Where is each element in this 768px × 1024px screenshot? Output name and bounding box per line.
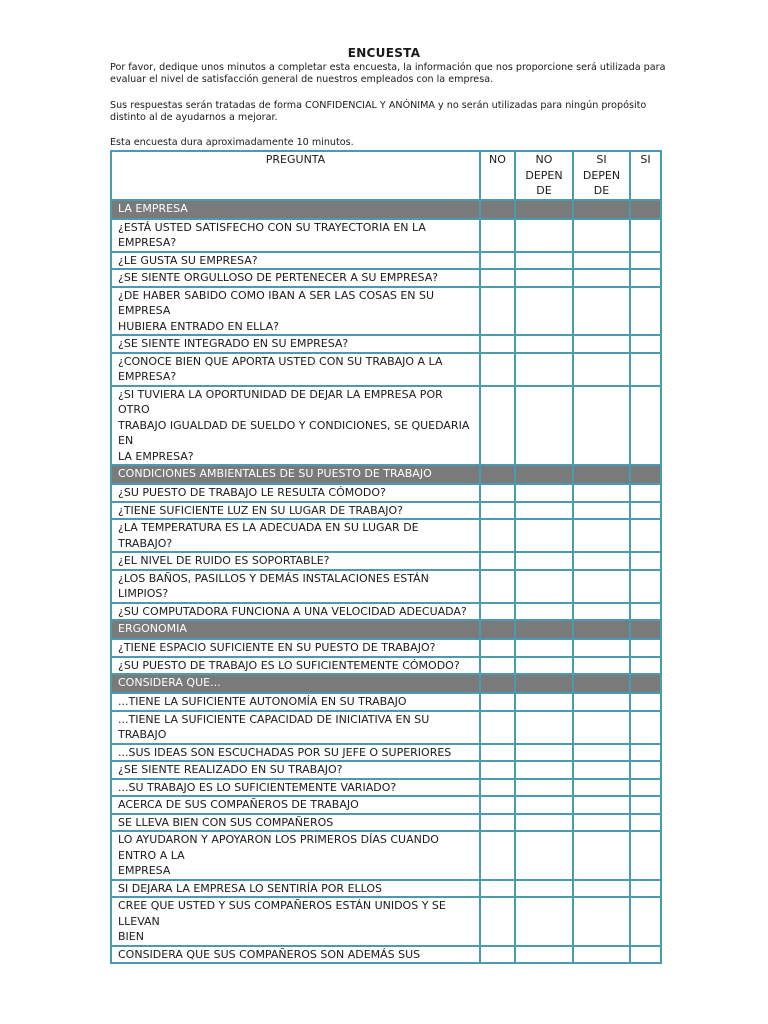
- header-question: PREGUNTA: [111, 151, 480, 200]
- section-cell: [573, 674, 630, 693]
- answer-no-depende-cell[interactable]: [515, 761, 573, 779]
- section-cell: [630, 674, 661, 693]
- answer-si-depende-cell[interactable]: [573, 880, 630, 898]
- answer-no-depende-cell[interactable]: [515, 831, 573, 880]
- survey-body: [111, 151, 661, 963]
- question-row: [111, 519, 661, 552]
- question-row: [111, 657, 661, 675]
- answer-no-depende-cell[interactable]: [515, 570, 573, 603]
- answer-si-cell[interactable]: [630, 519, 661, 552]
- answer-no-depende-cell[interactable]: [515, 946, 573, 964]
- answer-no-cell[interactable]: [480, 252, 515, 270]
- answer-si-depende-cell[interactable]: [573, 287, 630, 336]
- answer-no-depende-cell[interactable]: [515, 287, 573, 336]
- question-text: ¿SI TUVIERA LA OPORTUNIDAD DE DEJAR LA EMPRESA POR OTRO TRABAJO IGUALDAD DE SUELDO Y CONDICIONES, SE QUEDARIA EN LA EMPRESA?: [111, 386, 480, 466]
- answer-si-cell[interactable]: [630, 353, 661, 386]
- header-no: NO: [480, 151, 515, 200]
- answer-no-cell[interactable]: [480, 519, 515, 552]
- question-row: [111, 880, 661, 898]
- answer-si-cell[interactable]: [630, 814, 661, 832]
- section-cell: [573, 620, 630, 639]
- question-text: SE LLEVA BIEN CON SUS COMPAÑEROS: [111, 814, 480, 832]
- answer-si-cell[interactable]: [630, 570, 661, 603]
- answer-si-cell[interactable]: [630, 946, 661, 964]
- answer-no-cell[interactable]: [480, 744, 515, 762]
- section-cell: [630, 620, 661, 639]
- answer-si-cell[interactable]: [630, 502, 661, 520]
- answer-si-depende-cell[interactable]: [573, 386, 630, 466]
- section-row: [111, 674, 661, 693]
- answer-no-cell[interactable]: [480, 502, 515, 520]
- question-text: ¿LA TEMPERATURA ES LA ADECUADA EN SU LUGAR DE TRABAJO?: [111, 519, 480, 552]
- question-text: SI DEJARA LA EMPRESA LO SENTIRÍA POR ELLOS: [111, 880, 480, 898]
- section-row: [111, 465, 661, 484]
- question-row: [111, 779, 661, 797]
- answer-si-depende-cell[interactable]: [573, 946, 630, 964]
- answer-no-cell[interactable]: [480, 639, 515, 657]
- section-cell: [630, 200, 661, 219]
- answer-si-cell[interactable]: [630, 335, 661, 353]
- question-text: ¿LE GUSTA SU EMPRESA?: [111, 252, 480, 270]
- header-si-depende: SI DEPEN DE: [573, 151, 630, 200]
- section-title: LA EMPRESA: [111, 200, 480, 219]
- answer-no-cell[interactable]: [480, 946, 515, 964]
- answer-si-cell[interactable]: [630, 779, 661, 797]
- answer-si-cell[interactable]: [630, 252, 661, 270]
- answer-no-depende-cell[interactable]: [515, 880, 573, 898]
- answer-si-depende-cell[interactable]: [573, 219, 630, 252]
- answer-no-cell[interactable]: [480, 779, 515, 797]
- question-row: [111, 219, 661, 252]
- answer-no-depende-cell[interactable]: [515, 744, 573, 762]
- answer-no-depende-cell[interactable]: [515, 353, 573, 386]
- answer-no-cell[interactable]: [480, 353, 515, 386]
- answer-no-cell[interactable]: [480, 897, 515, 946]
- document-title: ENCUESTA: [347, 46, 421, 60]
- question-row: [111, 252, 661, 270]
- answer-si-depende-cell[interactable]: [573, 252, 630, 270]
- answer-si-depende-cell[interactable]: [573, 796, 630, 814]
- answer-si-cell[interactable]: [630, 386, 661, 466]
- answer-no-cell[interactable]: [480, 831, 515, 880]
- question-row: [111, 287, 661, 336]
- answer-no-cell[interactable]: [480, 386, 515, 466]
- answer-no-cell[interactable]: [480, 335, 515, 353]
- section-cell: [515, 200, 573, 219]
- answer-si-depende-cell[interactable]: [573, 484, 630, 502]
- answer-no-depende-cell[interactable]: [515, 519, 573, 552]
- question-row: [111, 353, 661, 386]
- question-row: [111, 761, 661, 779]
- section-cell: [515, 465, 573, 484]
- answer-no-depende-cell[interactable]: [515, 219, 573, 252]
- answer-no-depende-cell[interactable]: [515, 484, 573, 502]
- answer-si-cell[interactable]: [630, 219, 661, 252]
- answer-no-cell[interactable]: [480, 603, 515, 621]
- question-row: [111, 711, 661, 744]
- answer-si-depende-cell[interactable]: [573, 711, 630, 744]
- question-text: ¿TIENE ESPACIO SUFICIENTE EN SU PUESTO DE TRABAJO?: [111, 639, 480, 657]
- section-cell: [480, 465, 515, 484]
- answer-si-depende-cell[interactable]: [573, 603, 630, 621]
- question-row: [111, 484, 661, 502]
- question-text: ¿SU PUESTO DE TRABAJO ES LO SUFICIENTEMENTE CÓMODO?: [111, 657, 480, 675]
- section-cell: [573, 465, 630, 484]
- answer-no-depende-cell[interactable]: [515, 657, 573, 675]
- question-text: ¿TIENE SUFICIENTE LUZ EN SU LUGAR DE TRABAJO?: [111, 502, 480, 520]
- question-row: [111, 603, 661, 621]
- question-text: ¿SE SIENTE INTEGRADO EN SU EMPRESA?: [111, 335, 480, 353]
- duration-note: Esta encuesta dura aproximadamente 10 minutos.: [110, 137, 354, 148]
- answer-si-cell[interactable]: [630, 761, 661, 779]
- question-row: [111, 693, 661, 711]
- answer-no-cell[interactable]: [480, 269, 515, 287]
- question-row: [111, 814, 661, 832]
- answer-no-depende-cell[interactable]: [515, 252, 573, 270]
- answer-no-cell[interactable]: [480, 880, 515, 898]
- answer-si-depende-cell[interactable]: [573, 693, 630, 711]
- answer-si-depende-cell[interactable]: [573, 353, 630, 386]
- answer-si-cell[interactable]: [630, 831, 661, 880]
- question-row: [111, 796, 661, 814]
- section-cell: [573, 200, 630, 219]
- question-text: CREE QUE USTED Y SUS COMPAÑEROS ESTÁN UNIDOS Y SE LLEVAN BIEN: [111, 897, 480, 946]
- answer-no-cell[interactable]: [480, 693, 515, 711]
- answer-si-cell[interactable]: [630, 744, 661, 762]
- answer-si-cell[interactable]: [630, 484, 661, 502]
- question-text: ...SU TRABAJO ES LO SUFICIENTEMENTE VARIADO?: [111, 779, 480, 797]
- answer-si-cell[interactable]: [630, 552, 661, 570]
- answer-no-depende-cell[interactable]: [515, 552, 573, 570]
- answer-si-cell[interactable]: [630, 639, 661, 657]
- answer-no-cell[interactable]: [480, 570, 515, 603]
- section-row: [111, 200, 661, 219]
- question-text: ¿ESTÁ USTED SATISFECHO CON SU TRAYECTORIA EN LA EMPRESA?: [111, 219, 480, 252]
- answer-si-cell[interactable]: [630, 603, 661, 621]
- question-text: ACERCA DE SUS COMPAÑEROS DE TRABAJO: [111, 796, 480, 814]
- question-text: ...TIENE LA SUFICIENTE AUTONOMÍA EN SU TRABAJO: [111, 693, 480, 711]
- answer-si-cell[interactable]: [630, 880, 661, 898]
- question-text: ¿LOS BAÑOS, PASILLOS Y DEMÁS INSTALACIONES ESTÁN LIMPIOS?: [111, 570, 480, 603]
- answer-no-cell[interactable]: [480, 287, 515, 336]
- answer-si-depende-cell[interactable]: [573, 779, 630, 797]
- answer-si-depende-cell[interactable]: [573, 744, 630, 762]
- answer-no-cell[interactable]: [480, 796, 515, 814]
- answer-si-depende-cell[interactable]: [573, 831, 630, 880]
- section-cell: [480, 620, 515, 639]
- question-row: [111, 269, 661, 287]
- answer-no-cell[interactable]: [480, 219, 515, 252]
- answer-si-cell[interactable]: [630, 796, 661, 814]
- answer-no-depende-cell[interactable]: [515, 269, 573, 287]
- question-text: ¿SU COMPUTADORA FUNCIONA A UNA VELOCIDAD ADECUADA?: [111, 603, 480, 621]
- confidentiality-paragraph: Sus respuestas serán tratadas de forma CONFIDENCIAL Y ANÓNIMA y no serán utilizadas para ningún propósito distinto al de ayudarnos a mejorar.: [110, 100, 647, 123]
- answer-no-depende-cell[interactable]: [515, 639, 573, 657]
- answer-si-depende-cell[interactable]: [573, 639, 630, 657]
- answer-si-depende-cell[interactable]: [573, 502, 630, 520]
- header-row: [111, 151, 661, 200]
- answer-no-depende-cell[interactable]: [515, 335, 573, 353]
- answer-no-depende-cell[interactable]: [515, 502, 573, 520]
- section-cell: [630, 465, 661, 484]
- answer-no-depende-cell[interactable]: [515, 386, 573, 466]
- answer-no-cell[interactable]: [480, 657, 515, 675]
- answer-no-depende-cell[interactable]: [515, 796, 573, 814]
- section-row: [111, 620, 661, 639]
- question-row: [111, 897, 661, 946]
- answer-no-cell[interactable]: [480, 814, 515, 832]
- answer-no-cell[interactable]: [480, 484, 515, 502]
- answer-si-depende-cell[interactable]: [573, 657, 630, 675]
- answer-si-cell[interactable]: [630, 657, 661, 675]
- question-text: CONSIDERA QUE SUS COMPAÑEROS SON ADEMÁS SUS: [111, 946, 480, 964]
- answer-si-depende-cell[interactable]: [573, 519, 630, 552]
- question-text: LO AYUDARON Y APOYARON LOS PRIMEROS DÍAS CUANDO ENTRO A LA EMPRESA: [111, 831, 480, 880]
- header-si: SI: [630, 151, 661, 200]
- question-text: ...SUS IDEAS SON ESCUCHADAS POR SU JEFE O SUPERIORES: [111, 744, 480, 762]
- question-row: [111, 570, 661, 603]
- answer-si-cell[interactable]: [630, 711, 661, 744]
- question-text: ¿EL NIVEL DE RUIDO ES SOPORTABLE?: [111, 552, 480, 570]
- question-text: ¿CONOCE BIEN QUE APORTA USTED CON SU TRABAJO A LA EMPRESA?: [111, 353, 480, 386]
- section-cell: [515, 620, 573, 639]
- question-row: [111, 502, 661, 520]
- section-title: ERGONOMIA: [111, 620, 480, 639]
- answer-si-depende-cell[interactable]: [573, 761, 630, 779]
- answer-si-cell[interactable]: [630, 287, 661, 336]
- question-text: ¿SE SIENTE ORGULLOSO DE PERTENECER A SU EMPRESA?: [111, 269, 480, 287]
- intro-paragraph: Por favor, dedique unos minutos a completar esta encuesta, la información que nos proporcione será utilizada para evaluar el nivel de satisfacción general de nuestros empleados con la empresa.: [110, 62, 666, 85]
- question-row: [111, 946, 661, 964]
- answer-si-depende-cell[interactable]: [573, 552, 630, 570]
- answer-no-depende-cell[interactable]: [515, 693, 573, 711]
- question-text: ¿DE HABER SABIDO COMO IBAN A SER LAS COSAS EN SU EMPRESA HUBIERA ENTRADO EN ELLA?: [111, 287, 480, 336]
- answer-si-depende-cell[interactable]: [573, 269, 630, 287]
- answer-no-depende-cell[interactable]: [515, 711, 573, 744]
- answer-si-depende-cell[interactable]: [573, 570, 630, 603]
- answer-si-cell[interactable]: [630, 897, 661, 946]
- answer-no-depende-cell[interactable]: [515, 603, 573, 621]
- question-text: ...TIENE LA SUFICIENTE CAPACIDAD DE INICIATIVA EN SU TRABAJO: [111, 711, 480, 744]
- answer-no-depende-cell[interactable]: [515, 814, 573, 832]
- answer-si-depende-cell[interactable]: [573, 335, 630, 353]
- section-cell: [480, 200, 515, 219]
- survey-table: [110, 150, 662, 964]
- header-no-depende: NO DEPEN DE: [515, 151, 573, 200]
- answer-si-depende-cell[interactable]: [573, 814, 630, 832]
- question-text: ¿SE SIENTE REALIZADO EN SU TRABAJO?: [111, 761, 480, 779]
- answer-no-cell[interactable]: [480, 552, 515, 570]
- question-row: [111, 831, 661, 880]
- section-cell: [480, 674, 515, 693]
- question-row: [111, 335, 661, 353]
- question-text: ¿SU PUESTO DE TRABAJO LE RESULTA CÓMODO?: [111, 484, 480, 502]
- answer-no-depende-cell[interactable]: [515, 779, 573, 797]
- section-cell: [515, 674, 573, 693]
- answer-no-depende-cell[interactable]: [515, 897, 573, 946]
- question-row: [111, 386, 661, 466]
- section-title: CONDICIONES AMBIENTALES DE SU PUESTO DE TRABAJO: [111, 465, 480, 484]
- answer-si-cell[interactable]: [630, 693, 661, 711]
- answer-no-cell[interactable]: [480, 711, 515, 744]
- question-row: [111, 744, 661, 762]
- question-row: [111, 552, 661, 570]
- section-title: CONSIDERA QUE...: [111, 674, 480, 693]
- answer-no-cell[interactable]: [480, 761, 515, 779]
- answer-si-depende-cell[interactable]: [573, 897, 630, 946]
- question-row: [111, 639, 661, 657]
- answer-si-cell[interactable]: [630, 269, 661, 287]
